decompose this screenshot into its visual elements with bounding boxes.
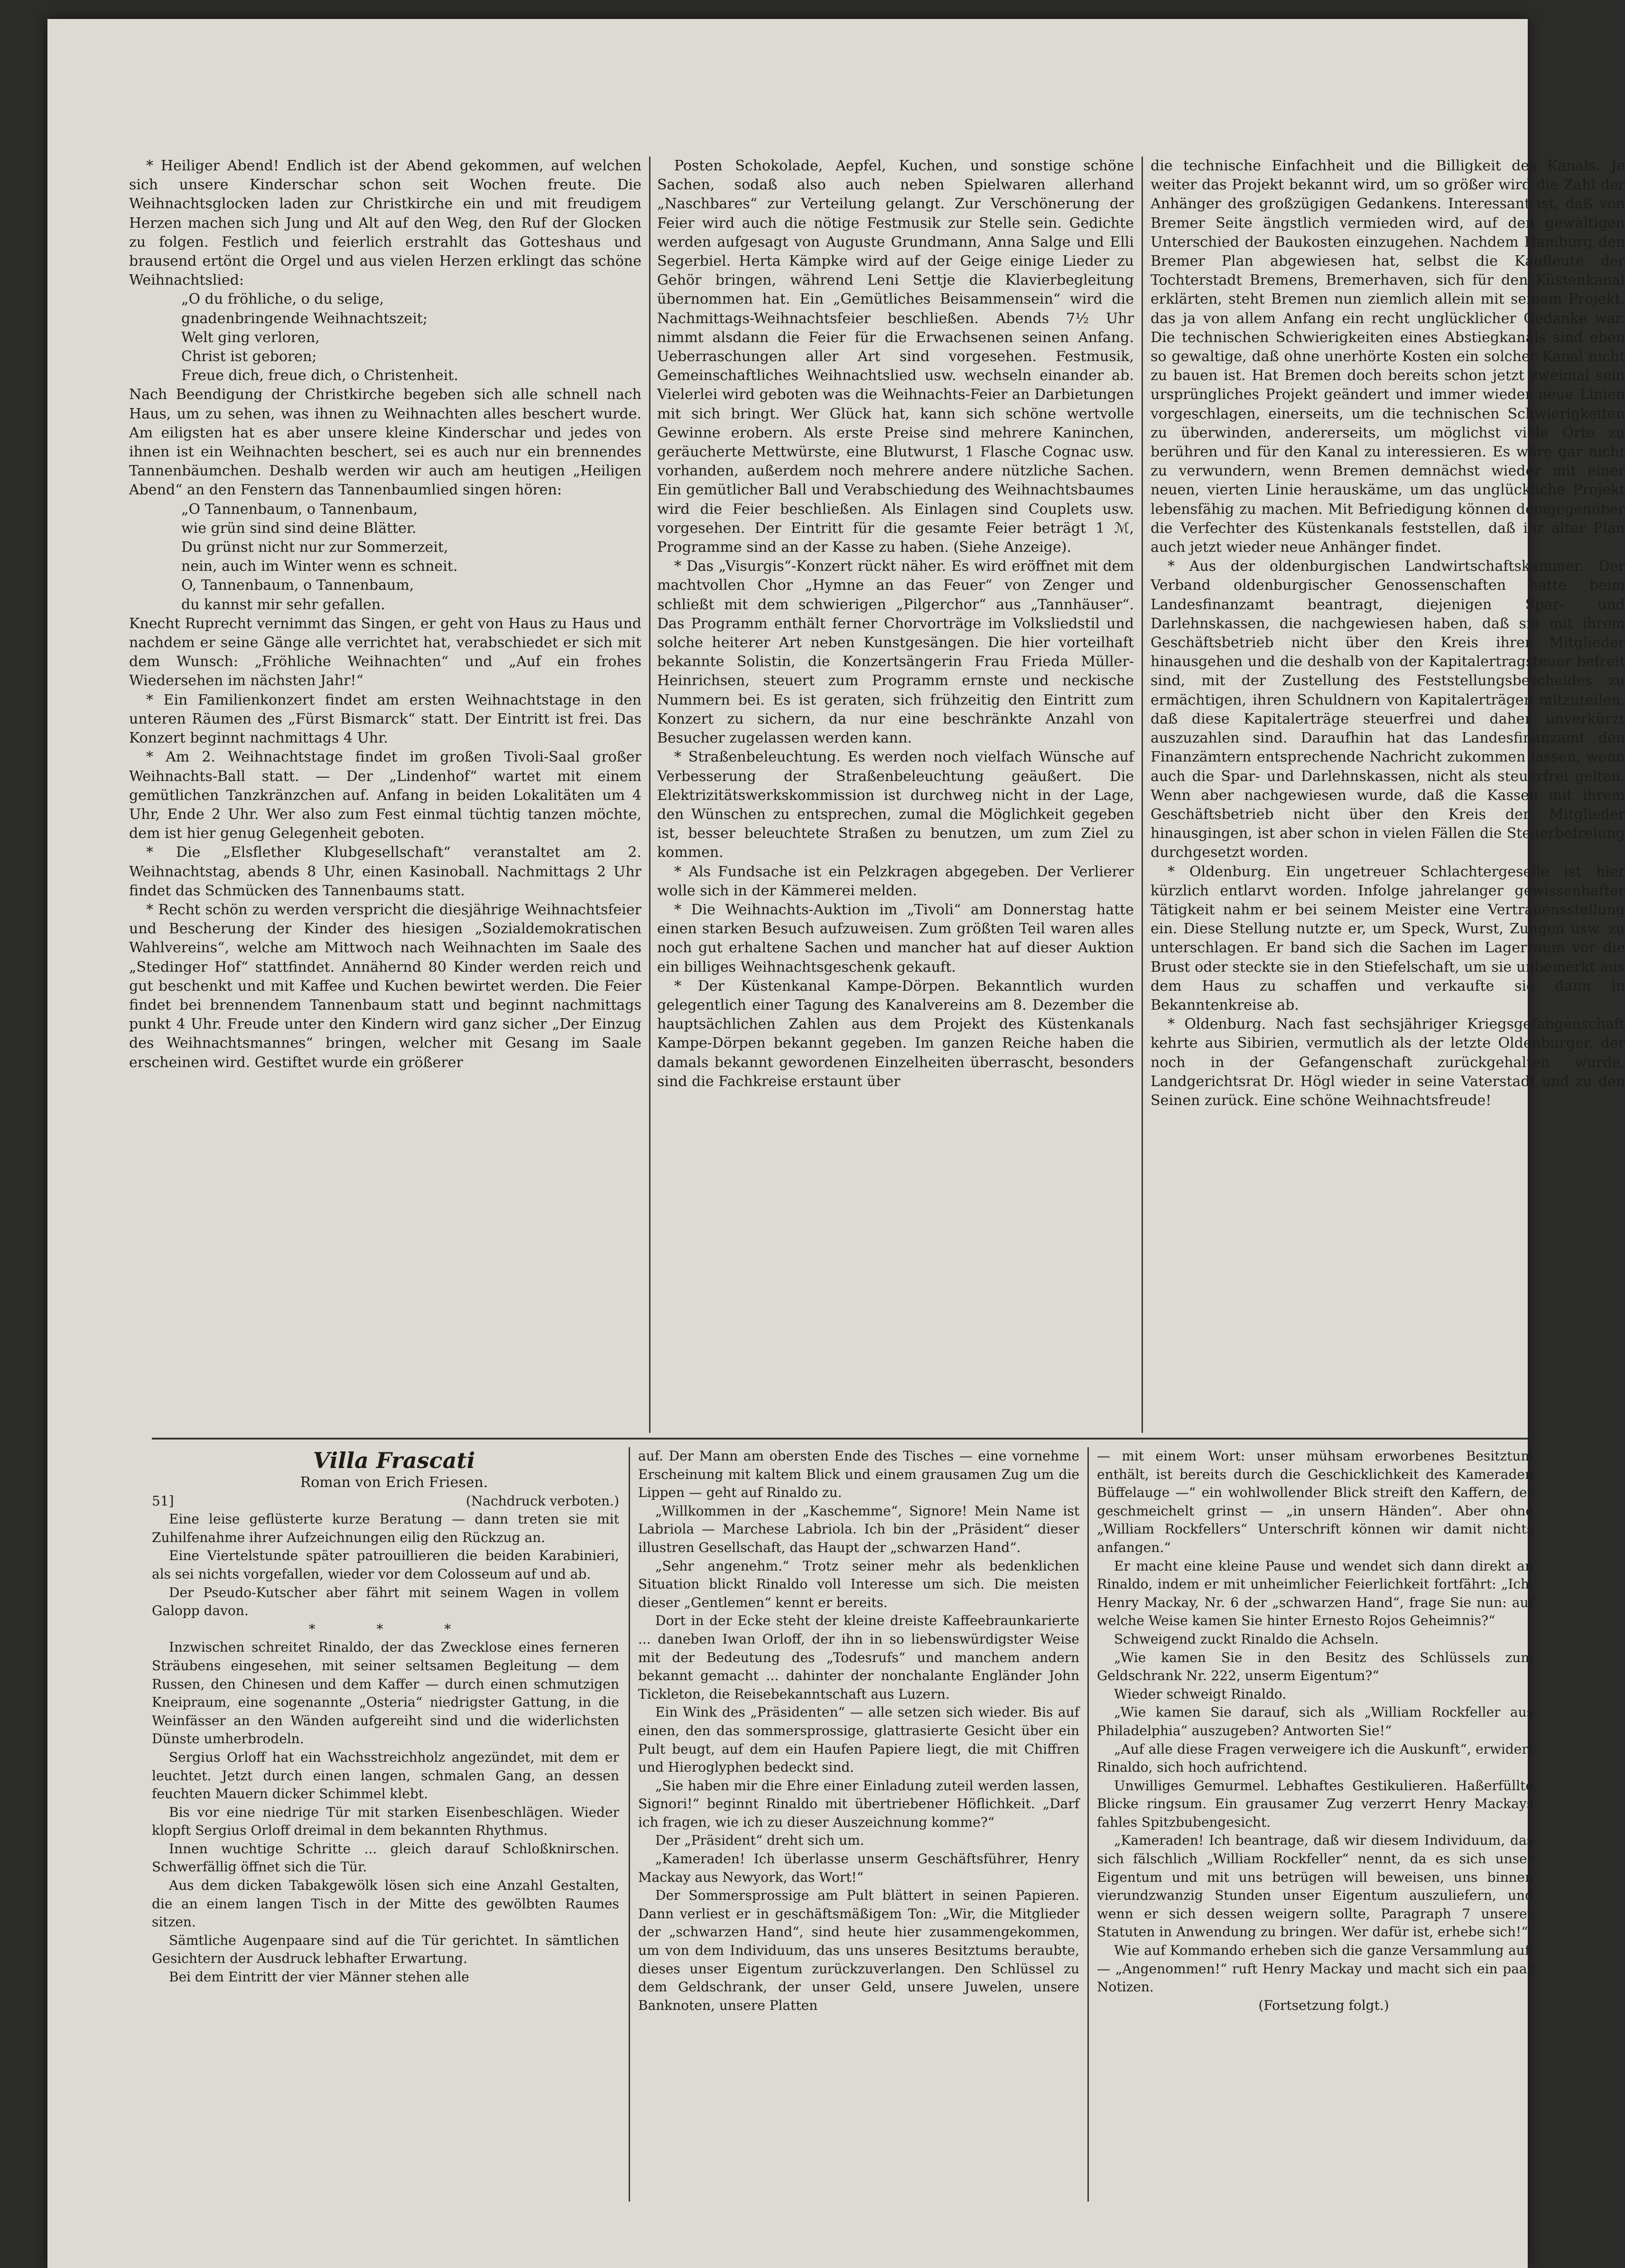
column-divider [649,157,650,1433]
novel-column-3 [1097,1447,1533,2206]
section-break-stars: * * * [308,1621,480,1637]
news-paragraph: * Recht schön zu werden verspricht die diesjährige Weihnachtsfeier und Bescherung der Kinder des hiesigen „Sozialdemokratischen Wahlvereins“, welche am Mittwoch nach Weihnachten im Saale des „Stedinger Hof“ stattfindet. Annähernd 80 Kinder werden reich und gut beschenkt und mit Kaffee und Kuchen bewirtet werden. Die Feier findet bei brennendem Tannenbaum statt und beginnt nachmittags punkt 4 Uhr. Freude unter den Kindern wird ganz sicher „Der Einzug des Weihnachtsmannes“ bringen, welcher mit Gesang im Saale erscheinen wird. Gestiftet wurde ein größerer [129,901,641,1071]
verse-line: wie grün sind sind deine Blätter. [181,520,417,537]
news-paragraph: * Das „Visurgis“-Konzert rückt näher. Es wird eröffnet mit dem machtvollen Chor „Hymne an das Feuer“ von Zenger und schließt mit dem schwierigen „Pilgerchor“ aus „Tannhäuser“. Das Programm enthält ferner Chorvorträge im Volksliedstil und solche heiterer Art neben Kunstgesängen. Die hier vorteilhaft bekannte Solistin, die Konzertsängerin Frau Frieda Müller-Heinrichsen, steuert zum Programm ernste und neckische Nummern bei. Es ist geraten, sich frühzeitig den Eintritt zum Konzert zu sichern, da nur eine beschränkte Anzahl von Besucher zugelassen werden kann. [657,558,1134,747]
novel-paragraph: Der „Präsident“ dreht sich um. [655,1832,864,1849]
installment-number: 51] [152,1493,174,1509]
novel-paragraph: Schweigend zuckt Rinaldo die Achseln. [1114,1631,1379,1647]
news-paragraph: * Die Weihnachts-Auktion im „Tivoli“ am Donnerstag hatte einen starken Besuch aufzuweisen. Zum größten Teil waren alles noch gut erhaltene Sachen und mancher hat auf dieser Auktion ein billiges Weihnachtsgeschenk gekauft. [657,901,1134,976]
news-paragraph: Knecht Ruprecht vernimmt das Singen, er geht von Haus zu Haus und nachdem er seine Gänge alle verrichtet hat, verabschiedet er sich mit dem Wunsch: „Fröhliche Weihnachten“ und „Auf ein frohes Wiedersehen im nächsten Jahr!“ [129,615,641,689]
novel-paragraph: „Wie kamen Sie in den Besitz des Schlüssels zum Geldschrank Nr. 222, unserm Eigentum?“ [1097,1649,1533,1684]
novel-paragraph: Aus dem dicken Tabakgewölk lösen sich eine Anzahl Gestalten, die an einem langen Tisch in der Mitte des gewölbten Raumes sitzen. [152,1878,619,1930]
novel-paragraph: Wieder schweigt Rinaldo. [1114,1686,1287,1702]
novel-paragraph: „Auf alle diese Fragen verweigere ich die Auskunft“, erwidert Rinaldo, sich hoch aufrichtend. [1097,1741,1533,1775]
novel-paragraph: Bis vor eine niedrige Tür mit starken Eisenbeschlägen. Wieder klopft Sergius Orloff dreimal in dem bekannten Rhythmus. [152,1804,619,1839]
novel-paragraph: „Kameraden! Ich beantrage, daß wir diesem Individuum, das sich fälschlich „William Rockfeller“ nennt, da es sich unser Eigentum und mit uns betrügen will beweisen, uns binnen vierundzwanzig Stunden unser Eigentum auszuliefern, und wenn er sich dessen weigern sollte, Paragraph 7 unserer Statuten in Anwendung zu bringen. Wer dafür ist, erhebe sich!“ [1097,1832,1533,1940]
novel-paragraph: Unwilliges Gemurmel. Lebhaftes Gestikulieren. Haßerfüllte Blicke ringsum. Ein grausamer Zug verzerrt Henry Mackays fahles Spitzbubengesicht. [1097,1777,1533,1830]
verse-line: „O du fröhliche, o du selige, [181,291,384,308]
novel-paragraph: „Wie kamen Sie darauf, sich als „William Rockfeller aus Philadelphia“ auszugeben? Antworten Sie!“ [1097,1704,1533,1738]
column-divider [1087,1447,1089,2202]
news-paragraph: * Am 2. Weihnachtstage findet im großen Tivoli-Saal großer Weihnachts-Ball statt. — Der „Lindenhof“ wartet mit einem gemütlichen Tanzkränzchen auf. Anfang in beiden Lokalitäten um 4 Uhr, Ende 2 Uhr. Wer also zum Fest einmal tüchtig tanzen möchte, dem ist hier genug Gelegenheit geboten. [129,749,641,842]
verse-line: du kannst mir sehr gefallen. [181,596,385,613]
verse-line: O, Tannenbaum, o Tannenbaum, [181,577,414,594]
news-paragraph: * Die „Elsflether Klubgesellschaft“ veranstaltet am 2. Weihnachtstag, abends 8 Uhr, einen Kasinoball. Nachmittags 2 Uhr findet das Schmücken des Tannenbaums statt. [129,844,641,899]
novel-paragraph: Bei dem Eintritt der vier Männer stehen alle [169,1969,469,1985]
news-paragraph: * Straßenbeleuchtung. Es werden noch vielfach Wünsche auf Verbesserung der Straßenbeleuchtung geäußert. Die Elektrizitätswerkskommission ist durchweg nicht in der Lage, den Wünschen zu entsprechen, zumal die Möglichkeit gegeben ist, besser beleuchtete Straßen zu benutzen, um zum Ziel zu kommen. [657,749,1134,861]
verse-line: Welt ging verloren, [181,329,320,346]
news-paragraph: * Oldenburg. Nach fast sechsjähriger Kriegsgefangenschaft kehrte aus Sibirien, vermutlich als der letzte Oldenburger, der noch in der Gefangenschaft zurückgehalten wurde, Landgerichtsrat Dr. Högl wieder in seine Vaterstadt und zu den Seinen zurück. Eine schöne Weihnachtsfreude! [1151,1016,1625,1109]
novel-paragraph: Sergius Orloff hat ein Wachsstreichholz angezündet, mit dem er leuchtet. Jetzt durch einen langen, schmalen Gang, an dessen feuchten Mauern dicker Schimmel klebt. [152,1749,619,1802]
news-paragraph: * Als Fundsache ist ein Pelzkragen abgegeben. Der Verlierer wolle sich in der Kämmerei melden. [657,863,1134,899]
news-paragraph: Nach Beendigung der Christkirche begeben sich alle schnell nach Haus, um zu sehen, was ihnen zu Weihnachten alles beschert wurde. Am eiligsten hat es aber unsere kleine Kinderschar und jedes von ihnen ist ein Weihnachten beschert, sei es auch nur ein brennendes Tannenbäumchen. Deshalb werden wir auch am heutigen „Heiligen Abend“ an den Fenstern das Tannenbaumlied singen hören: [129,386,641,499]
novel-column-1 [152,1447,619,2206]
novel-author: Roman von Erich Friesen. [300,1474,488,1491]
verse-line: „O Tannenbaum, o Tannenbaum, [181,501,418,518]
verse-line: gnadenbringende Weihnachtszeit; [181,310,428,327]
news-paragraph: * Oldenburg. Ein ungetreuer Schlachtergeselle ist hier kürzlich entlarvt worden. Infolge jahrelanger gewissenhafter Tätigkeit nahm er bei seinem Meister eine Vertrauensstellung ein. Diese Stellung nutzte er, um Speck, Wurst, Zungen usw. zu unterschlagen. Er band sich die Sachen im Lagerraum vor die Brust oder steckte sie in den Stiefelschaft, um sie unbemerkt aus dem Haus zu schaffen und verkaufte sie dann in Bekanntenkreise ab. [1151,863,1625,1013]
news-column-3 [1151,157,1625,1428]
section-divider [152,1438,1528,1440]
novel-paragraph: Eine Viertelstunde später patrouillieren die beiden Karabinieri, als sei nichts vorgefallen, wieder vor dem Colosseum auf und ab. [152,1548,619,1582]
novel-paragraph: Der Sommersprossige am Pult blättert in seinen Papieren. Dann verliest er in geschäftsmäßigem Ton: „Wir, die Mitglieder der „schwarzen Hand“, sind heute hier zusammengekommen, um von dem Individuum, das uns unseres Besitztums beraubte, dieses unser Eigentum zurückzuverlangen. Den Schlüssel zu dem Geldschrank, der unser Geld, unsere Juwelen, unsere Banknoten, unsere Platten [638,1887,1079,2013]
news-column-2 [657,157,1134,1428]
novel-paragraph: auf. Der Mann am obersten Ende des Tisches — eine vornehme Erscheinung mit kaltem Blick und einem grausamen Zug um die Lippen — geht auf Rinaldo zu. [638,1448,1079,1501]
novel-paragraph: „Sehr angenehm.“ Trotz seiner mehr als bedenklichen Situation blickt Rinaldo voll Interesse um sich. Die meisten dieser „Gentlemen“ kennt er bereits. [638,1558,1079,1610]
novel-paragraph: Der Pseudo-Kutscher aber fährt mit seinem Wagen in vollem Galopp davon. [152,1584,619,1619]
novel-paragraph: Ein Wink des „Präsidenten“ — alle setzen sich wieder. Bis auf einen, den das sommersprossige, glattrasierte Gesicht über ein Pult beugt, auf dem ein Haufen Papiere liegt, die mit Chiffren und Hieroglyphen bedeckt sind. [638,1704,1079,1775]
novel-paragraph: Dort in der Ecke steht der kleine dreiste Kaffeebraunkarierte ... daneben Iwan Orloff, der ihn in so liebenswürdigster Weise mit der Bedeutung des „Todesrufs“ und manchem andern bekannt gemacht ... dahinter der nonchalante Engländer John Tickleton, die Reisebekanntschaft aus Luzern. [638,1613,1079,1702]
copyright-note: (Nachdruck verboten.) [466,1493,619,1509]
novel-paragraph: — mit einem Wort: unser mühsam erworbenes Besitztum enthält, ist bereits durch die Geschicklichkeit des Kameraden Büffelauge —“ ein wohlwollender Blick streift den Kaffern, der geschmeichelt grinst — „in unsern Händen“. Aber ohne „William Rockfellers“ Unterschrift können wir damit nichts anfangen.“ [1097,1448,1533,1555]
verse-line: Freue dich, freue dich, o Christenheit. [181,367,458,384]
installment-line [152,1492,619,1511]
novel-paragraph: Sämtliche Augenpaare sind auf die Tür gerichtet. In sämtlichen Gesichtern der Ausdruck lebhafter Erwartung. [152,1932,619,1967]
news-paragraph: die technische Einfachheit und die Billigkeit des Kanals. Je weiter das Projekt bekannt wird, um so größer wird die Zahl der Anhänger des großzügigen Gedankens. Interessant ist, daß von Bremer Seite ängstlich vermieden wird, auf den gewaltigen Unterschied der Baukosten einzugehen. Nachdem Hamburg den Bremer Plan abgewiesen hat, selbst die Kaufleute der Tochterstadt Bremens, Bremerhaven, sich für den Küstenkanal erklärten, steht Bremen nun ziemlich allein mit seinem Projekt, das ja von allem Anfang ein recht unglücklicher Gedanke war. Die technischen Schwierigkeiten eines Abstiegkanals sind eben so gewaltige, daß ohne unerhörte Kosten ein solcher Kanal nicht zu bauen ist. Hat Bremen doch bereits schon jetzt zweimal sein ursprüngliches Projekt geändert und immer wieder neue Linien vorgeschlagen, einerseits, um die technischen Schwierigkeiten zu überwinden, andererseits, um möglichst viele Orte zu berühren und für den Kanal zu interessieren. Es wäre gar nicht zu verwundern, wenn Bremen demnächst wieder mit einer neuen, vierten Linie herauskäme, um das unglückliche Projekt lebensfähig zu machen. Mit Befriedigung können demgegenüber die Verfechter des Küstenkanals feststellen, daß ihr alter Plan auch jetzt wieder neue Anhänger findet. [1151,158,1625,556]
novel-paragraph: Inzwischen schreitet Rinaldo, der das Zwecklose eines ferneren Sträubens eingesehen, mit seiner seltsamen Begleitung — dem Russen, den Chinesen und dem Kaffer — durch einen schmutzigen Kneipraum, eine sogenannte „Osteria“ niedrigster Gattung, in die Weinfässer an den Wänden aufgereiht sind und die widerlichsten Dünste umherbrodeln. [152,1639,619,1747]
news-paragraph: Posten Schokolade, Aepfel, Kuchen, und sonstige schöne Sachen, sodaß also auch neben Spielwaren allerhand „Naschbares“ zur Verteilung gelangt. Zur Verschönerung der Feier wird auch die nötige Festmusik zur Stelle sein. Gedichte werden aufgesagt von Auguste Grundmann, Anna Salge und Elli Segerbiel. Herta Kämpke wird auf der Geige einige Lieder zu Gehör bringen, während Leni Settje die Klavierbegleitung übernommen hat. Ein „Gemütliches Beisammensein“ wird die Nachmittags-Weihnachtsfeier beschließen. Abends 7½ Uhr nimmt alsdann die Feier für die Erwachsenen seinen Anfang. Ueberraschungen aller Art sind vorgesehen. Festmusik, Gemeinschaftliches Weihnachtslied usw. wechseln einander ab. Vielerlei wird geboten was die Weihnachts-Feier an Darbietungen mit sich bringt. Wer Glück hat, kann sich schöne wertvolle Gewinne erobern. Als erste Preise sind mehrere Kaninchen, geräucherte Mettwürste, eine Blutwurst, 1 Flasche Cognac usw. vorhanden, außerdem noch mehrere andere nützliche Sachen. Ein gemütlicher Ball und Verabschiedung des Weihnachtsbaumes wird die Feier beschließen. Als Einlagen sind Couplets usw. vorgesehen. Der Eintritt für die gesamte Feier beträgt 1 ℳ, Programme sind an der Kasse zu haben. (Siehe Anzeige). [657,158,1134,556]
novel-paragraph: Eine leise geflüsterte kurze Beratung — dann treten sie mit Zuhilfenahme ihrer Aufzeichnungen eilig den Rückzug an. [152,1511,619,1545]
column-divider [1142,157,1143,1433]
novel-paragraph: „Sie haben mir die Ehre einer Einladung zuteil werden lassen, Signori!“ beginnt Rinaldo mit übertriebener Höflichkeit. „Darf ich fragen, wie ich zu dieser Auszeichnung komme?“ [638,1777,1079,1830]
news-paragraph: * Ein Familienkonzert findet am ersten Weihnachtstage in den unteren Räumen des „Fürst Bismarck“ statt. Der Eintritt ist frei. Das Konzert beginnt nachmittags 4 Uhr. [129,691,641,747]
novel-paragraph: Er macht eine kleine Pause und wendet sich dann direkt an Rinaldo, indem er mit unheimlicher Feierlichkeit fortfährt: „Ich, Henry Mackay, Nr. 6 der „schwarzen Hand“, frage Sie nun: auf welche Weise kamen Sie hinter Ernesto Rojos Geheimnis?“ [1097,1558,1533,1629]
news-paragraph: * Der Küstenkanal Kampe-Dörpen. Bekanntlich wurden gelegentlich einer Tagung des Kanalvereins am 8. Dezember die hauptsächlichen Zahlen aus dem Projekt des Küstenkanals Kampe-Dörpen bekannt gegeben. Im ganzen Reiche haben die damals bekannt gewordenen Einzelheiten überrascht, besonders sind die Fachkreise erstaunt über [657,977,1134,1090]
novel-paragraph: „Willkommen in der „Kaschemme“, Signore! Mein Name ist Labriola — Marchese Labriola. Ich bin der „Präsident“ dieser illustren Gesellschaft, das Haupt der „schwarzen Hand“. [638,1503,1079,1555]
verse-line: Christ ist geboren; [181,348,317,365]
news-paragraph: * Aus der oldenburgischen Landwirtschaftskammer. Der Verband oldenburgischer Genossenschaften hatte beim Landesfinanzamt beantragt, diejenigen Spar- und Darlehnskassen, die nachgewiesen haben, daß sie mit ihrem Geschäftsbetrieb nicht über den Kreis ihrer Mitglieder hinausgehen und die deshalb von der Kapitalertragsteuer befreit sind, mit der Zustellung des Feststellungsbescheides zu ermächtigen, ihren Schuldnern von Kapitalerträgen mitzuteilen, daß diese Kapitalerträge steuerfrei und daher unverkürzt auszuzahlen sind. Daraufhin hat das Landesfinanzamt den Finanzämtern entsprechende Nachricht zukommen lassen, wenn auch die Spar- und Darlehnskassen, nicht als steuerfrei gelten. Wenn aber nachgewiesen wurde, daß die Kassen mit ihrem Geschäftsbetrieb nicht über den Kreis der Mitglieder hinausgingen, ist aber schon in vielen Fällen die Steuerbefreiung durchgesetzt worden. [1151,558,1625,861]
newspaper-page [47,19,1625,2268]
novel-title: Villa Frascati [313,1448,475,1473]
novel-paragraph: „Kameraden! Ich überlasse unserm Geschäftsführer, Henry Mackay aus Newyork, das Wort!“ [638,1851,1079,1885]
column-divider [629,1447,630,2202]
verse-line: Du grünst nicht nur zur Sommerzeit, [181,539,448,556]
novel-column-2 [638,1447,1079,2206]
novel-paragraph: Wie auf Kommando erheben sich die ganze Versammlung auf. — „Angenommen!“ ruft Henry Mackay und macht sich ein paar Notizen. [1097,1943,1533,1995]
novel-paragraph: Innen wuchtige Schritte ... gleich darauf Schloßknirschen. Schwerfällig öffnet sich die Tür. [152,1840,619,1875]
news-column-1 [129,157,641,1428]
continuation-note: (Fortsetzung folgt.) [1258,1997,1389,2013]
verse-line: nein, auch im Winter wenn es schneit. [181,558,458,575]
news-paragraph: * Heiliger Abend! Endlich ist der Abend gekommen, auf welchen sich unsere Kinderschar schon seit Wochen freute. Die Weihnachtsglocken laden zur Christkirche ein und mit freudigem Herzen machen sich Jung und Alt auf den Weg, den Ruf der Glocken zu folgen. Festlich und feierlich erstrahlt das Gotteshaus und brausend ertönt die Orgel und aus vielen Herzen erklingt das schöne Weihnachtslied: [129,158,641,289]
